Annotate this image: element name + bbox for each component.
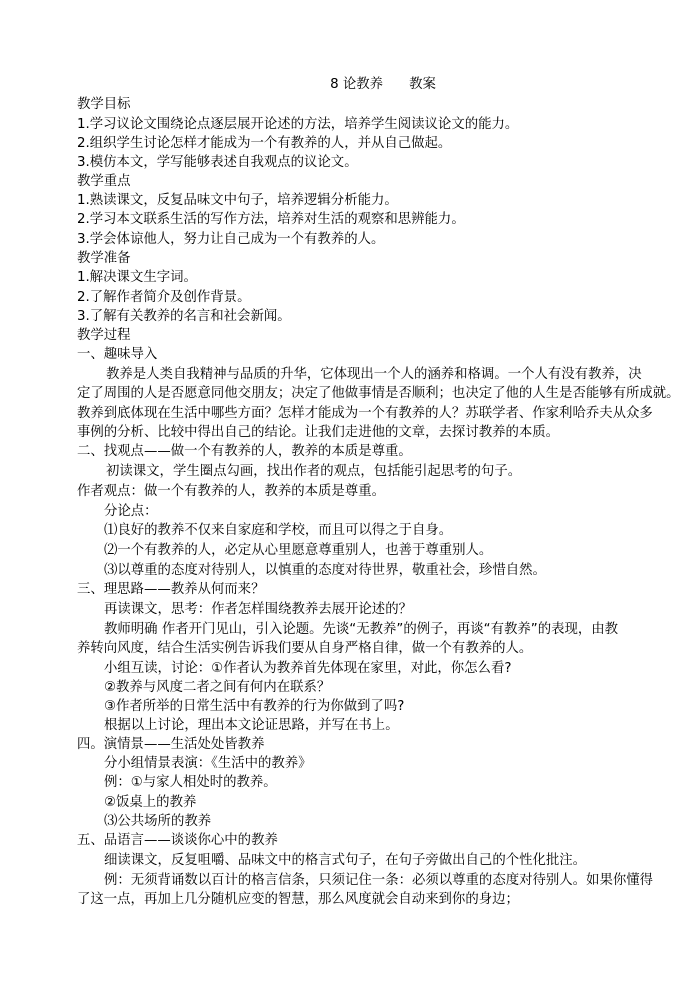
- intro-paragraph-line: 教养到底体现在生活中哪些方面？怎样才能成为一个有教养的人？苏联学者、作家利哈乔夫从众多: [77, 406, 653, 421]
- group-discussion: 小组互读，讨论：①作者认为教养首先体现在家里，对此，你怎么看?: [104, 661, 512, 676]
- language-example-line: 了这一点，再加上几分随机应变的智慧，那么风度就会自动来到你的身边；: [77, 892, 519, 907]
- role-play-example: ⑶公共场所的教养: [104, 814, 212, 829]
- intro-paragraph-line: 事例的分析、比较中得出自己的结论。让我们走进他的文章，去探讨教养的本质。: [77, 425, 560, 440]
- title-lesson: 8 论教养: [330, 77, 384, 92]
- discussion-summary: 根据以上讨论，理出本文论证思路，并写在书上。: [104, 718, 399, 733]
- section-heading: 五、品语言——谈谈你心中的教养: [77, 833, 278, 848]
- language-example-line: 例：无须背诵数以百计的格言信条，只须记住一条：必须以尊重的态度对待别人。如果你懂得: [104, 873, 654, 888]
- section-heading: 一、趣味导入: [77, 347, 158, 362]
- goal-item: 3.模仿本文，学写能够表述自我观点的议论文。: [77, 155, 358, 170]
- prep-item: 1.解决课文生字词。: [77, 270, 197, 285]
- instruction-text: 初读课文，学生圈点勾画，找出作者的观点，包括能引起思考的句子。: [106, 464, 522, 479]
- discussion-question: ②教养与风度二者之间有何内在联系？: [104, 680, 331, 695]
- prep-item: 2.了解作者简介及创作背景。: [77, 290, 251, 305]
- goal-item: 1.学习议论文围绕论点逐层展开论述的方法，培养学生阅读议论文的能力。: [77, 117, 519, 132]
- goals-heading: 教学目标: [77, 97, 131, 112]
- focus-item: 3.学会体谅他人，努力让自己成为一个有教养的人。: [77, 232, 385, 247]
- section-heading: 四。演情景——生活处处皆教养: [77, 737, 265, 752]
- section-heading: 二、找观点——做一个有教养的人，教养的本质是尊重。: [77, 444, 412, 459]
- section-heading: 三、理思路——教养从何而来？: [77, 582, 265, 597]
- prep-heading: 教学准备: [77, 251, 131, 266]
- sub-point-heading: 分论点：: [104, 504, 158, 519]
- process-heading: 教学过程: [77, 328, 131, 343]
- role-play-example: ②饭桌上的教养: [104, 795, 197, 810]
- language-task: 细读课文，反复咀嚼、品味文中的格言式句子，在句子旁做出自己的个性化批注。: [104, 853, 587, 868]
- role-play-task: 分小组情景表演：《生活中的教养》: [104, 756, 312, 771]
- title-suffix: 教案: [409, 77, 436, 92]
- discussion-question: ③作者所举的日常生活中有教养的行为你做到了吗?: [104, 699, 405, 714]
- sub-point-item: ⑵一个有教养的人，必定从心里愿意尊重别人，也善于尊重别人。: [104, 543, 493, 558]
- focus-heading: 教学重点: [77, 174, 131, 189]
- document-title: [0, 76, 696, 94]
- sub-point-item: ⑴良好的教养不仅来自家庭和学校，而且可以得之于自身。: [104, 523, 453, 538]
- intro-paragraph-line: 教养是人类自我精神与品质的升华，它体现出一个人的涵养和格调。一个人有没有教养，决: [106, 367, 642, 382]
- intro-paragraph-line: 定了周围的人是否愿意同他交朋友；决定了他做事情是否顺利；也决定了他的人生是否能够有所成就。: [77, 386, 680, 401]
- teacher-explanation-line: 教师明确 作者开门见山，引入论题。先谈“无教养”的例子，再谈“有教养”的表现，由教: [104, 622, 619, 637]
- prep-item: 3.了解有关教养的名言和社会新闻。: [77, 309, 291, 324]
- author-viewpoint: 作者观点：做一个有教养的人，教养的本质是尊重。: [77, 484, 385, 499]
- goal-item: 2.组织学生讨论怎样才能成为一个有教养的人，并从自己做起。: [77, 136, 452, 151]
- focus-item: 2.学习本文联系生活的写作方法，培养对生活的观察和思辨能力。: [77, 212, 465, 227]
- role-play-example: 例：①与家人相处时的教养。: [104, 775, 277, 790]
- sub-point-item: ⑶以尊重的态度对待别人，以慎重的态度对待世界，敬重社会，珍惜自然。: [104, 563, 546, 578]
- focus-item: 1.熟读课文，反复品味文中句子，培养逻辑分析能力。: [77, 193, 398, 208]
- teacher-explanation-line: 养转向风度，结合生活实例告诉我们要从自身严格自律，做一个有教养的人。: [77, 641, 533, 656]
- reread-question: 再读课文，思考：作者怎样围绕教养去展开论述的？: [104, 602, 412, 617]
